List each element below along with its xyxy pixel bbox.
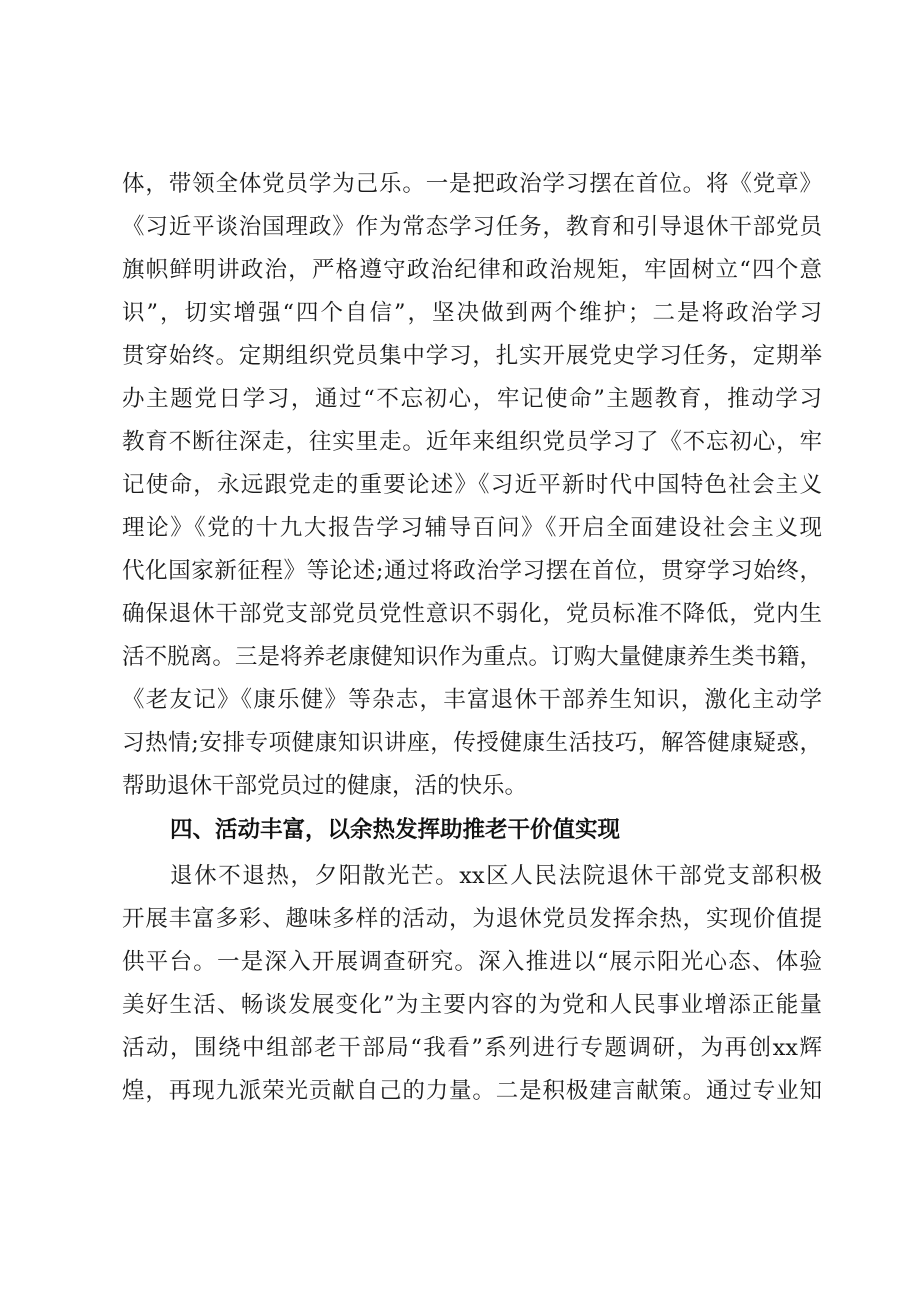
text-line: 退休不退热，夕阳散光芒。xx区人民法院退休干部党支部积极 <box>170 863 822 889</box>
text-line: 记使命，永远跟党走的重要论述》《习近平新时代中国特色社会主义 <box>122 472 822 498</box>
text-line: 体，带领全体党员学为己乐。一是把政治学习摆在首位。将《党章》 <box>122 171 822 197</box>
section-heading: 四、活动丰富，以余热发挥助推老干价值实现 <box>170 817 621 843</box>
text-line: 贯穿始终。定期组织党员集中学习，扎实开展党史学习任务，定期举 <box>122 343 822 369</box>
text-line: 煌，再现九派荣光贡献自己的力量。二是积极建言献策。通过专业知 <box>122 1078 822 1104</box>
text-line: 《老友记》《康乐健》等杂志，丰富退休干部养生知识，激化主动学 <box>122 687 822 713</box>
text-line: 活动，围绕中组部老干部局“我看”系列进行专题调研，为再创xx辉 <box>122 1035 822 1061</box>
text-line: 习热情;安排专项健康知识讲座，传授健康生活技巧，解答健康疑惑， <box>122 730 822 756</box>
text-line: 《习近平谈治国理政》作为常态学习任务，教育和引导退休干部党员 <box>122 214 822 240</box>
text-line: 帮助退休干部党员过的健康，活的快乐。 <box>122 773 528 799</box>
text-line: 供平台。一是深入开展调查研究。深入推进以“展示阳光心态、体验 <box>122 949 822 975</box>
text-line: 代化国家新征程》等论述;通过将政治学习摆在首位，贯穿学习始终， <box>122 558 822 584</box>
text-line: 活不脱离。三是将养老康健知识作为重点。订购大量健康养生类书籍， <box>122 644 822 670</box>
text-line: 办主题党日学习，通过“不忘初心，牢记使命”主题教育，推动学习 <box>122 386 822 412</box>
text-line: 旗帜鲜明讲政治，严格遵守政治纪律和政治规矩，牢固树立“四个意 <box>122 257 822 283</box>
text-line: 识”，切实增强“四个自信”，坚决做到两个维护；二是将政治学习 <box>122 300 822 326</box>
text-line: 确保退休干部党支部党员党性意识不弱化，党员标准不降低，党内生 <box>122 601 822 627</box>
text-line: 开展丰富多彩、趣味多样的活动，为退休党员发挥余热，实现价值提 <box>122 906 822 932</box>
text-line: 美好生活、畅谈发展变化”为主要内容的为党和人民事业增添正能量 <box>122 992 822 1018</box>
text-line: 理论》《党的十九大报告学习辅导百问》《开启全面建设社会主义现 <box>122 515 822 541</box>
text-line: 教育不断往深走，往实里走。近年来组织党员学习了《不忘初心，牢 <box>122 429 822 455</box>
